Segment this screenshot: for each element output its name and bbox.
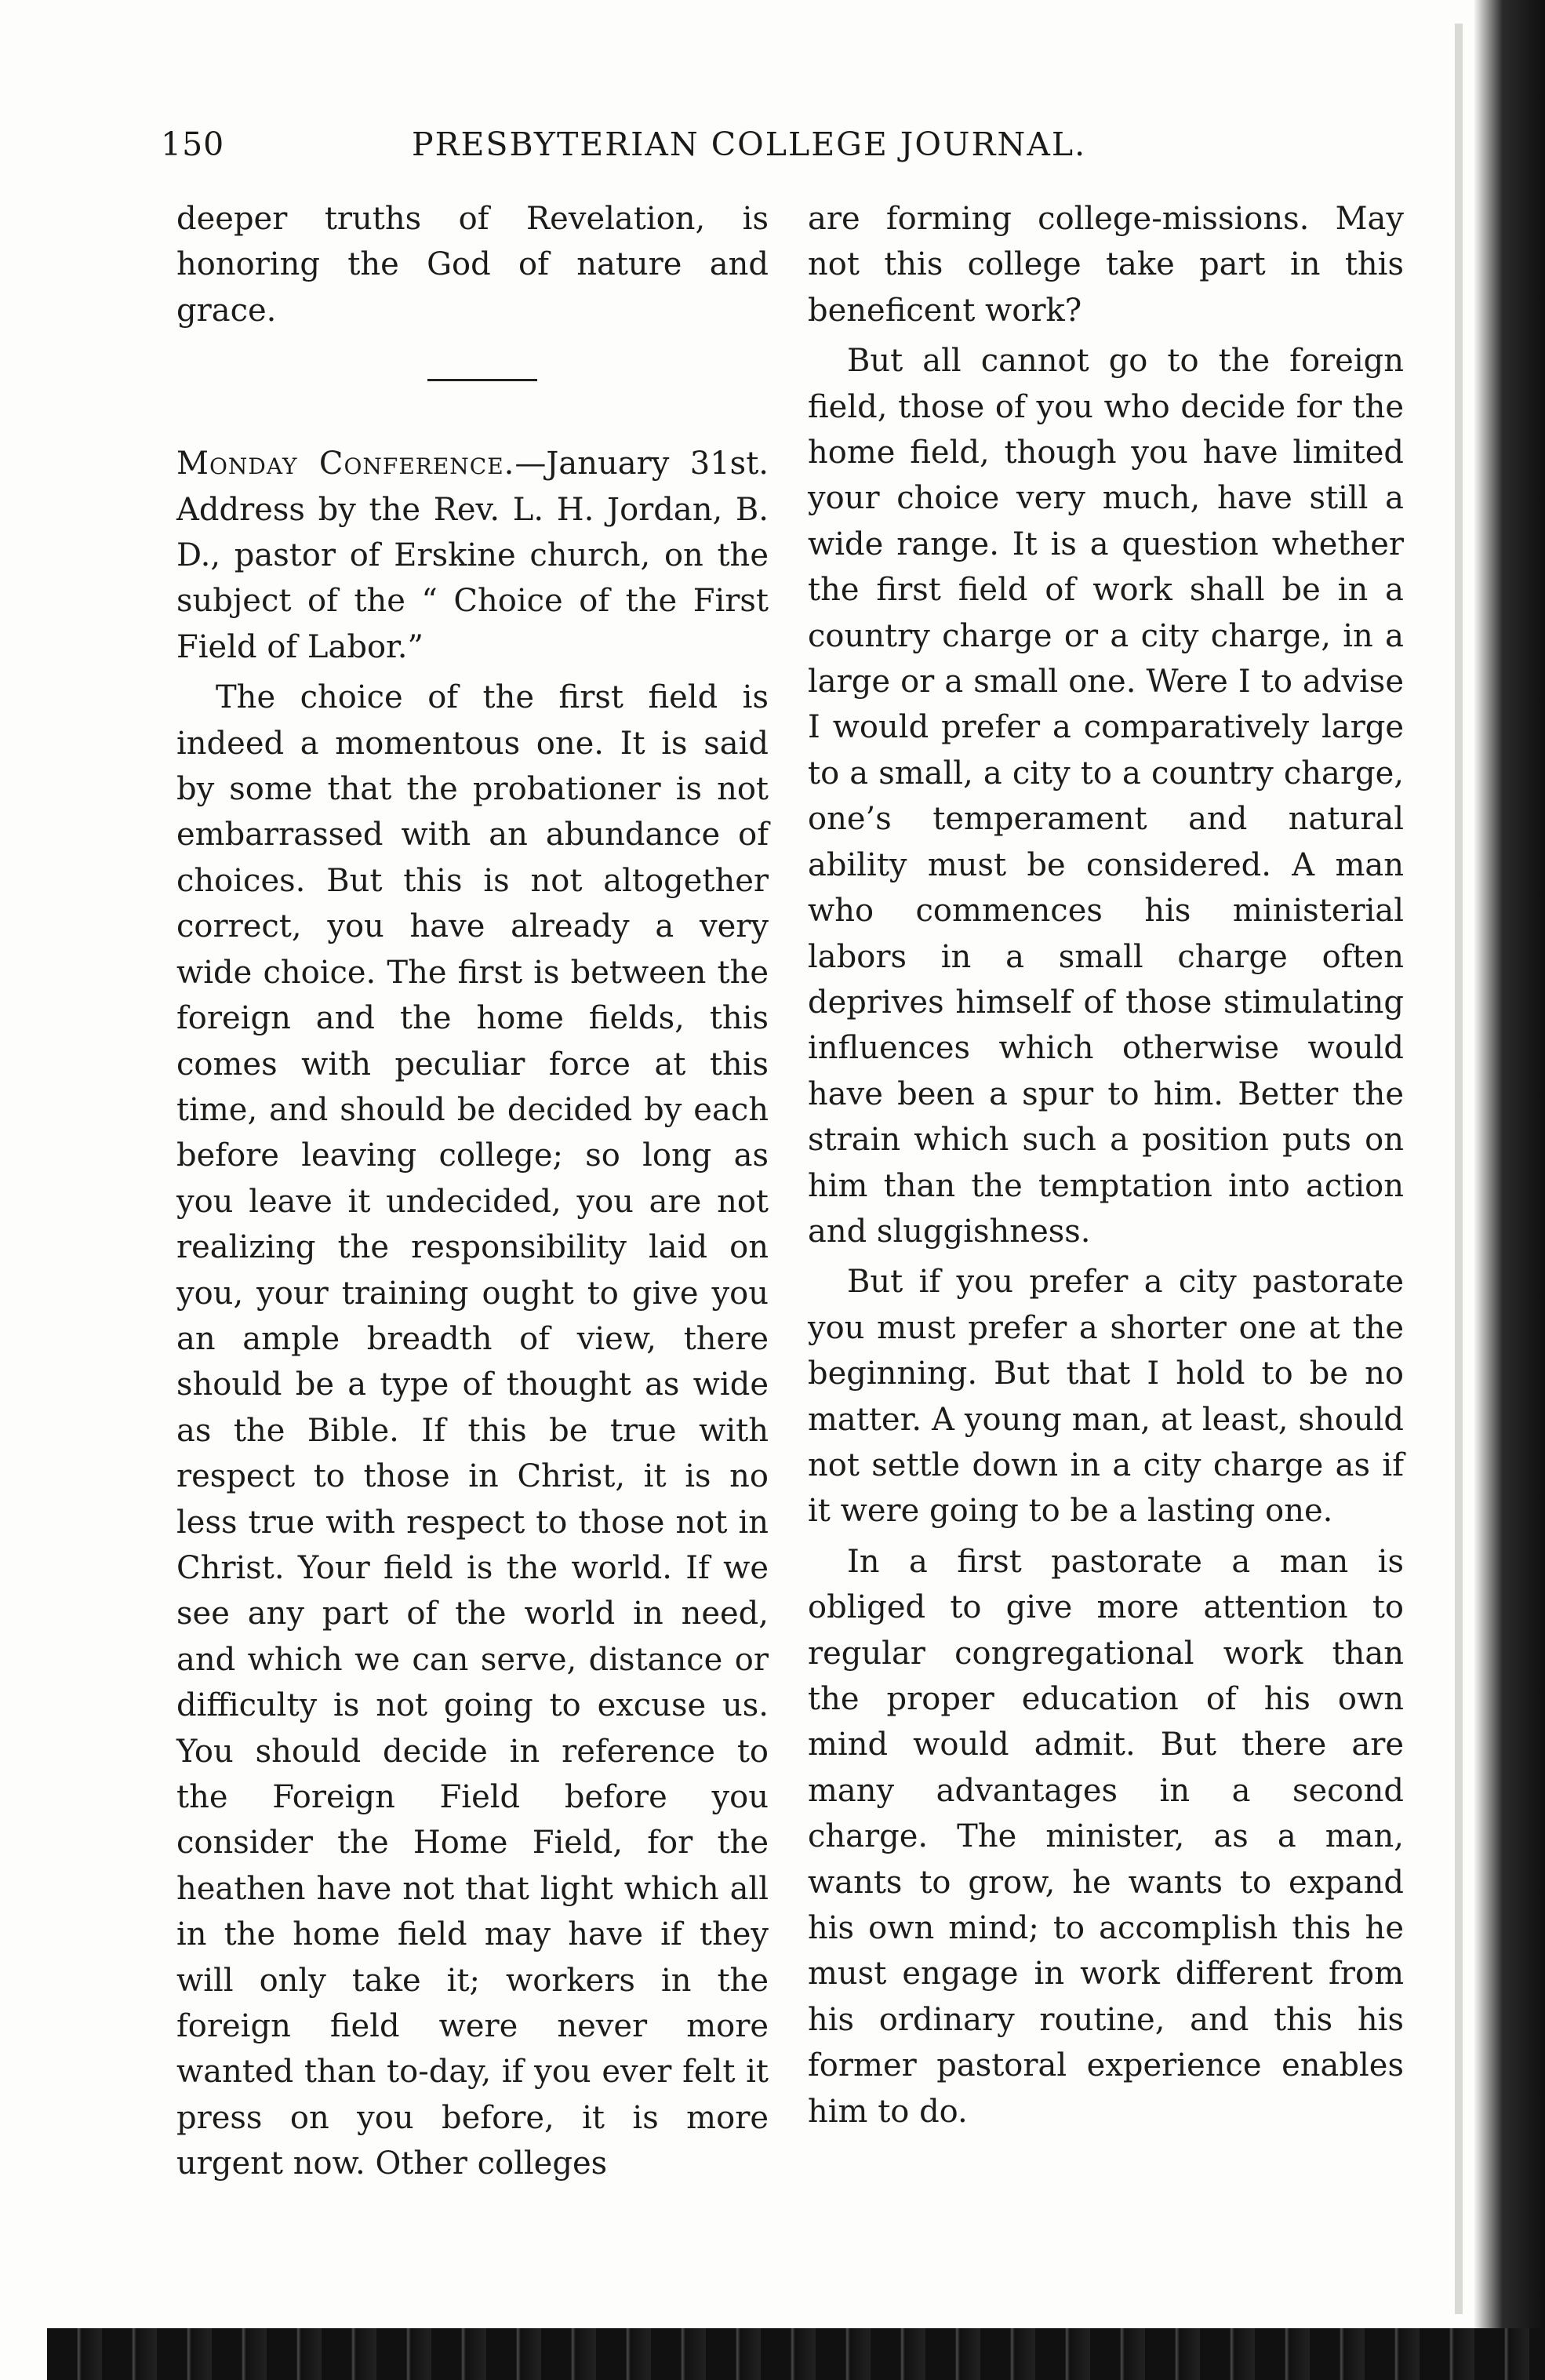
running-header (161, 126, 1353, 173)
continuation-paragraph: are forming college-missions. May not this college take part in this beneficent work? (808, 201, 1404, 329)
conference-intro: —January 31st. Address by the Rev. L. H. Jordan, B. D., pastor of Erskine church, on the subject of the “ Choice of the First Field of Labor.” (176, 446, 769, 665)
opening-paragraph: deeper truths of Revelation, is honoring the God of nature and grace. (176, 201, 769, 329)
conference-paragraph (176, 441, 769, 670)
scan-edge-bottom (47, 2328, 1545, 2380)
scan-edge-right (1474, 0, 1545, 2380)
body-paragraph-2: But all cannot go to the foreign field, those of you who decide for the home field, though you have limited your choice very much, have still a wide range. It is a question whether the first field of work shall be in a country charge or a city charge, in a large or a small one. Were I to advise I would prefer a comparatively large to a small, a city to a country charge, one’s temperament and natural ability must be considered. A man who commences his ministerial labors in a small charge often deprives himself of those stimulating influences which otherwise would have been a spur to him. Better the strain which such a position puts on him than the temptation into action and sluggishness. (808, 343, 1404, 1250)
scan-gutter-shadow (1455, 24, 1463, 2314)
journal-title: PRESBYTERIAN COLLEGE JOURNAL. (412, 126, 1087, 163)
body-paragraph-1: The choice of the first field is indeed a momentous one. It is said by some that the probationer is not embarrassed with an abundance of choices. But this is not altogether correct, you have already a very wide choice. The first is between the foreign and the home fields, this comes with peculiar force at this time, and should be decided by each before leaving college; so long as you leave it undecided, you are not realizing the responsibility laid on you, your training ought to give you an ample breadth of view, there should be a type of thought as wide as the Bible. If this be true with respect to those in Christ, it is no less true with respect to those not in Christ. Your field is the world. If we see any part of the world in need, and which we can serve, distance or difficulty is not going to excuse us. You should decide in reference to the Foreign Field before you consider the Home Field, for the heathen have not that light which all in the home field may have if they will only take it; workers in the foreign field were never more wanted than to-day, if you ever felt it press on you before, it is more urgent now. Other colleges (176, 679, 769, 2182)
body-paragraph-3: But if you prefer a city pastorate you must prefer a shorter one at the beginning. But that I hold to be no matter. A young man, at least, should not settle down in a city charge as if it were going to be a lasting one. (808, 1264, 1404, 1530)
right-column (808, 196, 1404, 2134)
section-divider (427, 379, 537, 381)
left-column (176, 196, 769, 2187)
page-number: 150 (161, 126, 225, 163)
conference-heading: Monday Conference. (176, 446, 515, 482)
body-paragraph-4: In a first pastorate a man is obliged to give more attention to regular congregational work than the proper education of his own mind would admit. But there are many advantages in a second charge. The minister, as a man, wants to grow, he wants to expand his own mind; to accomplish this he must engage in work different from his ordinary routine, and this his former pastoral experience enables him to do. (808, 1543, 1404, 2130)
